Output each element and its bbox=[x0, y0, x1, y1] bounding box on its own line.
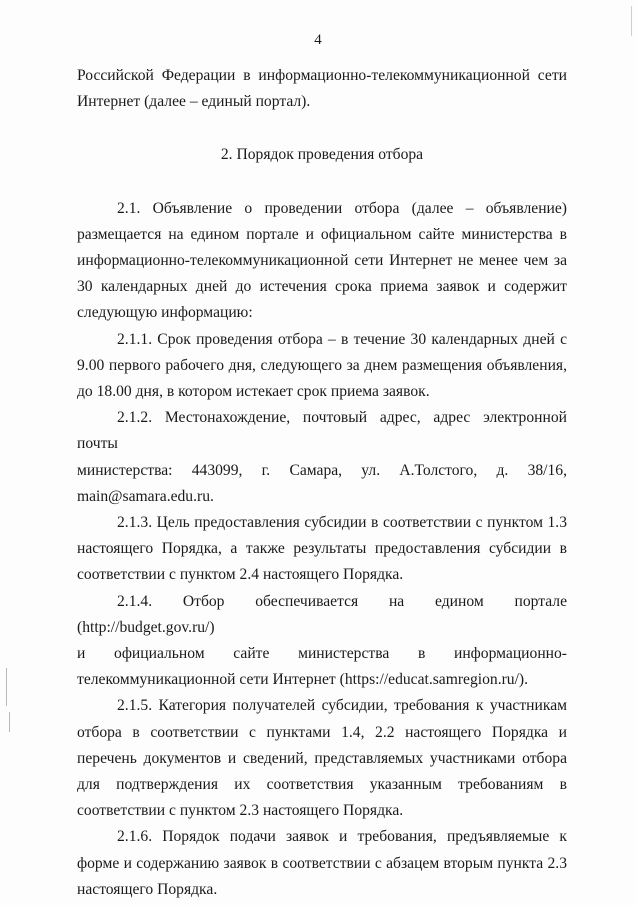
paragraph-2-1-2-line-2: министерства: 443099, г. Самара, ул. А.Толстого, д. 38/16, bbox=[77, 461, 567, 479]
paragraph-2-1-2-line-3: main@samara.edu.ru. bbox=[77, 487, 214, 505]
paragraph-2-1: 2.1. Объявление о проведении отбора (далее – объявление) размещается на едином портале и официальном сайте министерства в информационно-телекоммуникационной сети Интернет не менее чем за 30 календарных дней до истечения срока приема заявок и содержит следующую информацию: bbox=[77, 199, 567, 322]
paragraph-2-1-2-line-1: 2.1.2. Местонахождение, почтовый адрес, адрес электронной почты bbox=[77, 409, 567, 453]
paragraph-2-1-5: 2.1.5. Категория получателей субсидии, требования к участникам отбора в соответствии с пунктами 1.4, 2.2 настоящего Порядка и перечень документов и сведений, представляемых участниками отбора для подтверждения их соответствия указанным требованиям в соответствии с пунктом 2.3 настоящего Порядка. bbox=[77, 697, 567, 820]
scan-artifact bbox=[9, 712, 10, 732]
paragraph-2-1-4-line-2: и официальном сайте министерства в информационно- bbox=[77, 645, 567, 663]
paragraph-2-1-1: 2.1.1. Срок проведения отбора – в течение 30 календарных дней с 9.00 первого рабочего дня, следующего за днем размещения объявления, до 18.00 дня, в котором истекает срок приема заявок. bbox=[77, 330, 567, 401]
intro-line-1: Российской Федерации в информационно-телекоммуникационной сети bbox=[77, 67, 567, 84]
paragraph-2-1-3: 2.1.3. Цель предоставления субсидии в соответствии с пунктом 1.3 настоящего Порядка, а также результаты предоставления субсидии в соответствии с пунктом 2.4 настоящего Порядка. bbox=[77, 514, 567, 584]
paragraph-2-1-6: 2.1.6. Порядок подачи заявок и требования, предъявляемые к форме и содержанию заявок в соответствии с абзацем вторым пункта 2.3 настоящего Порядка. bbox=[77, 828, 567, 898]
section-heading: 2. Порядок проведения отбора bbox=[220, 146, 424, 164]
scan-artifact bbox=[6, 668, 7, 706]
page-number: 4 bbox=[314, 32, 322, 48]
document-body bbox=[77, 63, 567, 903]
paragraph-2-1-4-line-1: 2.1.4. Отбор обеспечивается на едином портале (http://budget.gov.ru/) bbox=[77, 592, 567, 636]
intro-line-2: Интернет (далее – единый портал). bbox=[77, 93, 311, 111]
paragraph-2-1-4-line-3: телекоммуникационной сети Интернет (https://educat.samregion.ru/). bbox=[77, 671, 529, 689]
